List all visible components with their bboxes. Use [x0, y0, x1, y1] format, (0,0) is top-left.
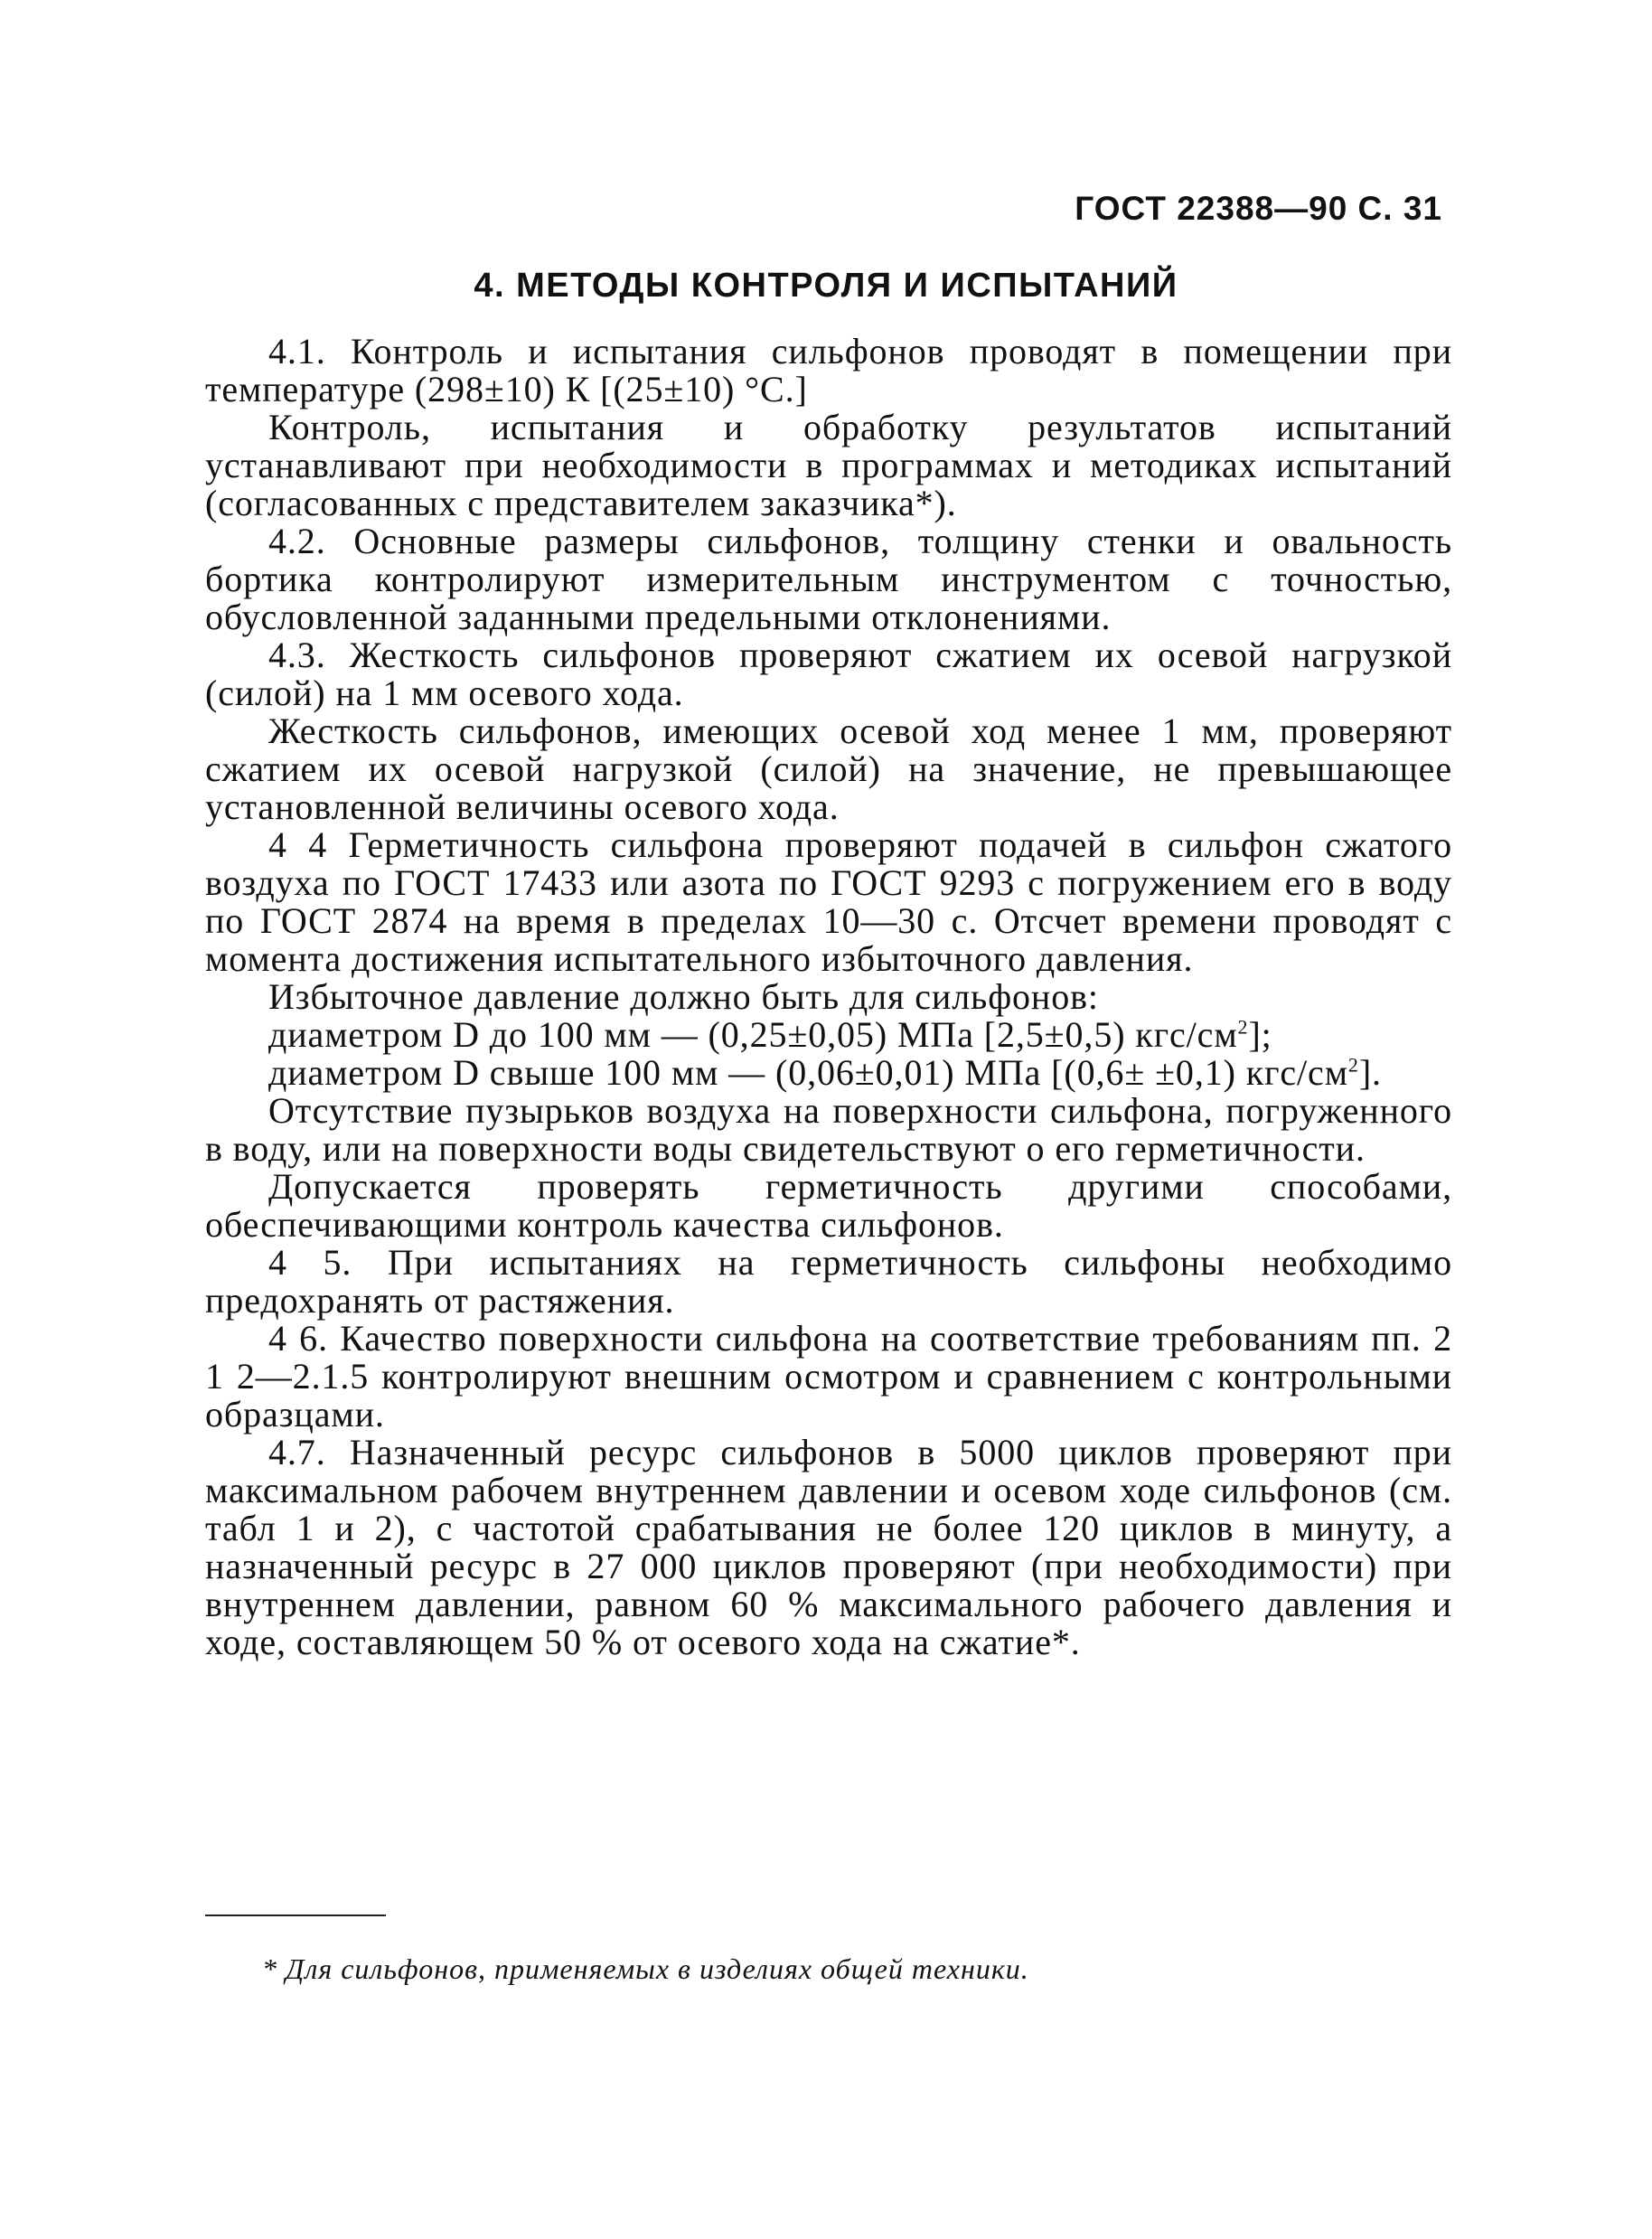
footnote: * Для сильфонов, применяемых в изделиях общей техники.: [262, 1952, 1029, 1985]
paragraph-4-4-no-bubbles: Отсутствие пузырьков воздуха на поверхности сильфона, погруженного в воду, или на поверхности воды свидетельствуют о его герметичности.: [205, 1090, 1452, 1169]
pressure-small-suffix: ];: [1248, 1014, 1272, 1055]
paragraph-4-4-pressure-intro: Избыточное давление должно быть для сильфонов:: [268, 976, 1099, 1017]
paragraph-4-1-controls: Контроль, испытания и обработку результатов испытаний устанавливают при необходимости в программах и методиках испытаний (согласованных с представителем заказчика*).: [205, 407, 1452, 523]
paragraph-4-2: 4.2. Основные размеры сильфонов, толщину стенки и овальность бортика контролируют измерительным инструментом с точностью, обусловленной заданными предельными отклонениями.: [205, 521, 1452, 637]
paragraph-4-6: 4 6. Качество поверхности сильфона на соответствие требованиям пп. 2 1 2—2.1.5 контролируют внешним осмотром и сравнением с контрольными образцами.: [205, 1318, 1452, 1435]
paragraph-4-4-pressure-small: [205, 1016, 1452, 1054]
paragraph-4-3-small-stroke: Жесткость сильфонов, имеющих осевой ход менее 1 мм, проверяют сжатием их осевой нагрузкой (силой) на значение, не превышающее установленной величины осевого хода.: [205, 710, 1452, 827]
pressure-large-suffix: ].: [1358, 1052, 1382, 1093]
page-header-doc-ref: ГОСТ 22388—90 С. 31: [1075, 190, 1442, 227]
pressure-small-text: диаметром D до 100 мм — (0,25±0,05) МПа [2,5±0,5) кгс/см: [268, 1014, 1238, 1055]
paragraph-4-7: 4.7. Назначенный ресурс сильфонов в 5000 циклов проверяют при максимальном рабочем внутреннем давлении и осевом ходе сильфонов (см. табл 1 и 2), с частотой срабатывания не более 120 циклов в минуту, а назначенный ресурс в 27 000 циклов проверяют (при необходимости) при внутреннем давлении, равном 60 % максимального рабочего давления и ходе, составляющем 50 % от осевого хода на сжатие*.: [205, 1432, 1452, 1662]
paragraph-4-1: 4.1. Контроль и испытания сильфонов проводят в помещении при температуре (298±10) К [(25±10) °С.]: [205, 331, 1452, 409]
paragraph-4-5: 4 5. При испытаниях на герметичность сильфоны необходимо предохранять от растяжения.: [205, 1242, 1452, 1321]
pressure-large-text: диаметром D свыше 100 мм — (0,06±0,01) МПа [(0,6± ±0,1) кгс/см: [268, 1052, 1348, 1093]
pressure-large-sup: 2: [1347, 1053, 1359, 1077]
section-title: 4. МЕТОДЫ КОНТРОЛЯ И ИСПЫТАНИЙ: [474, 267, 1178, 305]
paragraph-4-4-pressure-large: [205, 1054, 1452, 1092]
footnote-divider: [205, 1914, 386, 1916]
paragraph-4-3: 4.3. Жесткость сильфонов проверяют сжатием их осевой нагрузкой (силой) на 1 мм осевого хода.: [205, 635, 1452, 713]
pressure-small-sup: 2: [1237, 1015, 1249, 1039]
paragraph-4-4: 4 4 Герметичность сильфона проверяют подачей в сильфон сжатого воздуха по ГОСТ 17433 или азота по ГОСТ 9293 с погружением его в воду по ГОСТ 2874 на время в пределах 10—30 с. Отсчет времени проводят с момента достижения испытательного избыточного давления.: [205, 824, 1452, 979]
body-text: [205, 333, 1452, 1661]
paragraph-4-4-other-methods: Допускается проверять герметичность другими способами, обеспечивающими контроль качества сильфонов.: [205, 1166, 1452, 1245]
